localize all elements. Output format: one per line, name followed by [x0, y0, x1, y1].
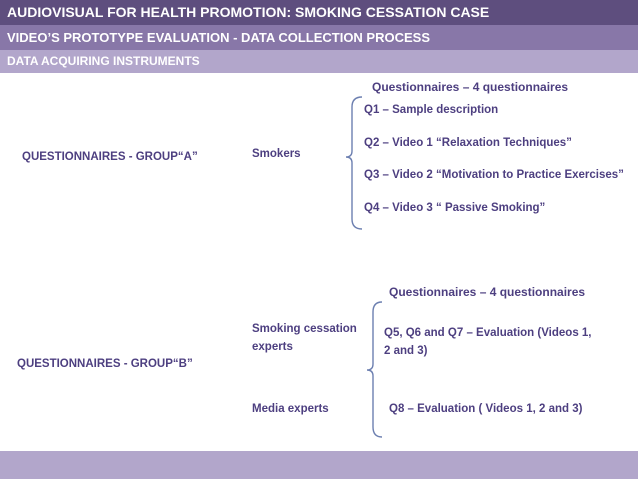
footer-bar	[0, 451, 638, 479]
title-bar: AUDIOVISUAL FOR HEALTH PROMOTION: SMOKING CESSATION CASE	[0, 0, 638, 25]
group-b-heading: Questionnaires – 4 questionnaires	[389, 285, 586, 299]
group-a-heading: Questionnaires – 4 questionnaires	[372, 80, 569, 94]
section-bar: DATA ACQUIRING INSTRUMENTS	[0, 50, 638, 73]
group-b-item-1: Q5, Q6 and Q7 – Evaluation (Videos 1, 2 and 3)	[384, 327, 592, 357]
group-a-label: QUESTIONNAIRES - GROUP“A”	[22, 151, 198, 163]
group-b-respondent-2: Media experts	[252, 403, 329, 415]
group-a-item-2: Q2 – Video 1 “Relaxation Techniques”	[364, 137, 572, 149]
group-b-item-2: Q8 – Evaluation ( Videos 1, 2 and 3)	[389, 403, 583, 415]
group-a-item-4: Q4 – Video 3 “ Passive Smoking”	[364, 202, 546, 214]
group-b-bracket	[367, 302, 382, 437]
group-a-bracket	[346, 97, 362, 229]
group-a-item-1: Q1 – Sample description	[364, 104, 499, 116]
group-b-respondent-1: Smoking cessation experts	[252, 323, 357, 353]
group-a-respondents: Smokers	[252, 148, 301, 160]
group-b-label: QUESTIONNAIRES - GROUP“B”	[17, 358, 193, 370]
group-a-item-3: Q3 – Video 2 “Motivation to Practice Exercises”	[364, 169, 624, 181]
subtitle-bar: VIDEO’S PROTOTYPE EVALUATION - DATA COLLECTION PROCESS	[0, 25, 638, 50]
